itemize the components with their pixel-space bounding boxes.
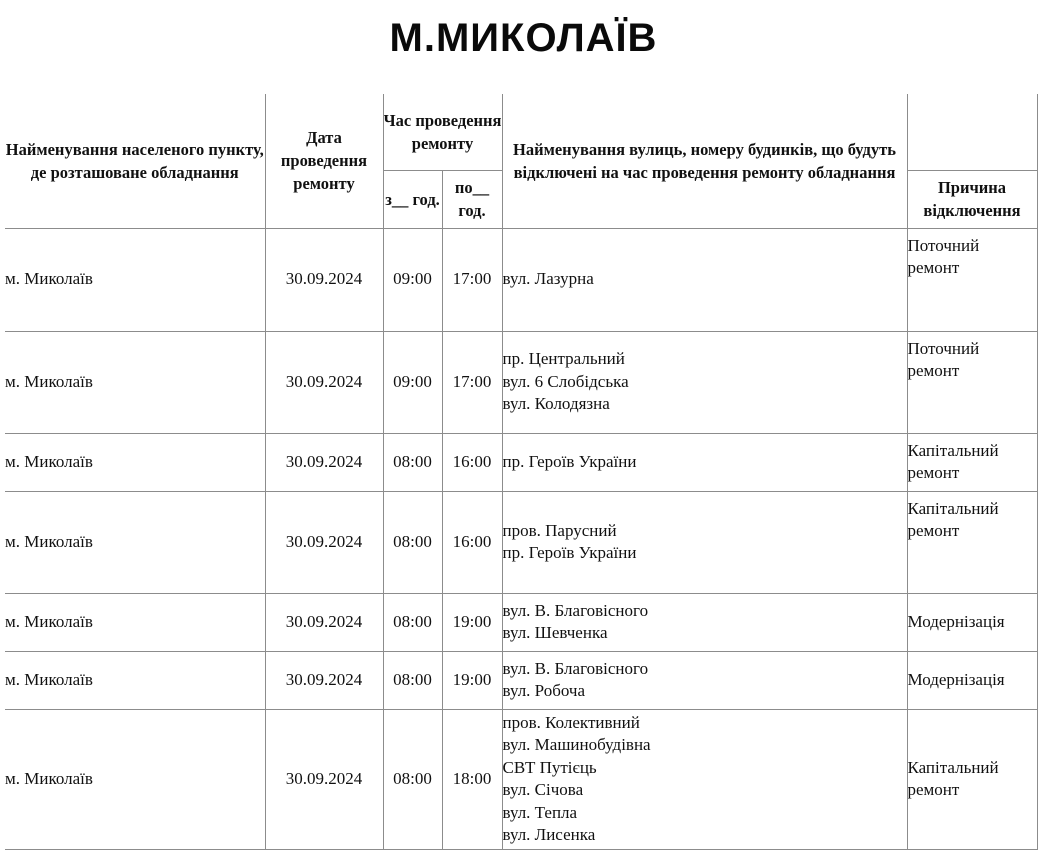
street-line: вул. Лазурна (502, 269, 594, 289)
cell-streets (502, 228, 907, 331)
street-line: вул. В. Благовісного (502, 600, 649, 620)
header-reason: Причина відключення (907, 170, 1037, 228)
cell-reason (907, 331, 1037, 433)
cell-reason (907, 491, 1037, 593)
cell-reason (907, 651, 1037, 709)
page-title: М.МИКОЛАЇВ (389, 16, 658, 60)
cell-date: 30.09.2024 (265, 331, 383, 433)
header-time-from: з__ год. (383, 170, 442, 228)
table-row (5, 433, 1037, 491)
street-line: пров. Парусний (502, 520, 617, 540)
reason-line: Поточний (907, 338, 980, 358)
street-line: пр. Героїв України (502, 543, 637, 562)
cell-reason (907, 593, 1037, 651)
reason-line: Модернізація (907, 611, 1005, 631)
table-row (5, 228, 1037, 331)
header-streets: Найменування вулиць, номеру будинків, що будуть відключені на час проведення ремонту обладнання (502, 94, 907, 228)
table-row (5, 593, 1037, 651)
reason-line: ремонт (907, 361, 960, 380)
cell-date: 30.09.2024 (265, 593, 383, 651)
reason-line: Капітальний (907, 757, 999, 777)
header-date: Дата проведення ремонту (265, 94, 383, 228)
cell-time-to: 18:00 (442, 709, 502, 849)
cell-streets (502, 491, 907, 593)
cell-time-to: 17:00 (442, 331, 502, 433)
cell-place: м. Миколаїв (5, 433, 265, 491)
reason-line: Капітальний (907, 498, 999, 518)
table-row (5, 709, 1037, 849)
cell-date: 30.09.2024 (265, 651, 383, 709)
cell-date: 30.09.2024 (265, 228, 383, 331)
cell-time-to: 19:00 (442, 651, 502, 709)
cell-time-from: 08:00 (383, 593, 442, 651)
table-row (5, 651, 1037, 709)
cell-time-to: 17:00 (442, 228, 502, 331)
reason-line: Поточний (907, 235, 980, 255)
reason-line: ремонт (907, 463, 960, 482)
cell-place: м. Миколаїв (5, 228, 265, 331)
cell-time-from: 08:00 (383, 709, 442, 849)
reason-line: Модернізація (907, 669, 1005, 689)
header-reason-spacer (907, 94, 1037, 170)
reason-line: Капітальний (907, 440, 999, 460)
cell-reason (907, 709, 1037, 849)
cell-date: 30.09.2024 (265, 709, 383, 849)
cell-place: м. Миколаїв (5, 593, 265, 651)
street-line: вул. Шевченка (502, 623, 608, 642)
header-place: Найменування населеного пункту, де розташоване обладнання (5, 94, 265, 228)
cell-place: м. Миколаїв (5, 331, 265, 433)
street-line: вул. Тепла (502, 802, 578, 822)
cell-streets (502, 433, 907, 491)
cell-date: 30.09.2024 (265, 433, 383, 491)
header-time: Час проведення ремонту (383, 94, 502, 170)
cell-date: 30.09.2024 (265, 491, 383, 593)
cell-time-from: 09:00 (383, 331, 442, 433)
cell-place: м. Миколаїв (5, 709, 265, 849)
cell-reason (907, 433, 1037, 491)
reason-line: ремонт (907, 521, 960, 540)
street-line: вул. Лисенка (502, 825, 596, 844)
header-time-to: по__ год. (442, 170, 502, 228)
cell-streets (502, 709, 907, 849)
cell-streets (502, 331, 907, 433)
street-line: вул. 6 Слобідська (502, 371, 629, 391)
table-row (5, 491, 1037, 593)
street-line: пров. Колективний (502, 712, 640, 732)
cell-time-from: 08:00 (383, 651, 442, 709)
street-line: пр. Центральний (502, 349, 625, 369)
cell-time-from: 08:00 (383, 491, 442, 593)
cell-streets (502, 651, 907, 709)
table-row (5, 331, 1037, 433)
street-line: пр. Героїв України (502, 451, 637, 471)
reason-line: ремонт (907, 780, 960, 799)
cell-time-from: 08:00 (383, 433, 442, 491)
street-line: вул. Колодязна (502, 394, 610, 414)
cell-reason (907, 228, 1037, 331)
street-line: вул. Січова (502, 780, 584, 799)
outage-schedule-table (5, 94, 1038, 850)
cell-time-to: 16:00 (442, 491, 502, 593)
cell-time-to: 16:00 (442, 433, 502, 491)
street-line: вул. В. Благовісного (502, 658, 649, 678)
street-line: вул. Машинобудівна (502, 735, 651, 754)
street-line: вул. Робоча (502, 681, 586, 700)
cell-place: м. Миколаїв (5, 491, 265, 593)
cell-time-from: 09:00 (383, 228, 442, 331)
reason-line: ремонт (907, 258, 960, 277)
street-line: СВТ Путієць (502, 757, 597, 777)
cell-streets (502, 593, 907, 651)
cell-place: м. Миколаїв (5, 651, 265, 709)
cell-time-to: 19:00 (442, 593, 502, 651)
